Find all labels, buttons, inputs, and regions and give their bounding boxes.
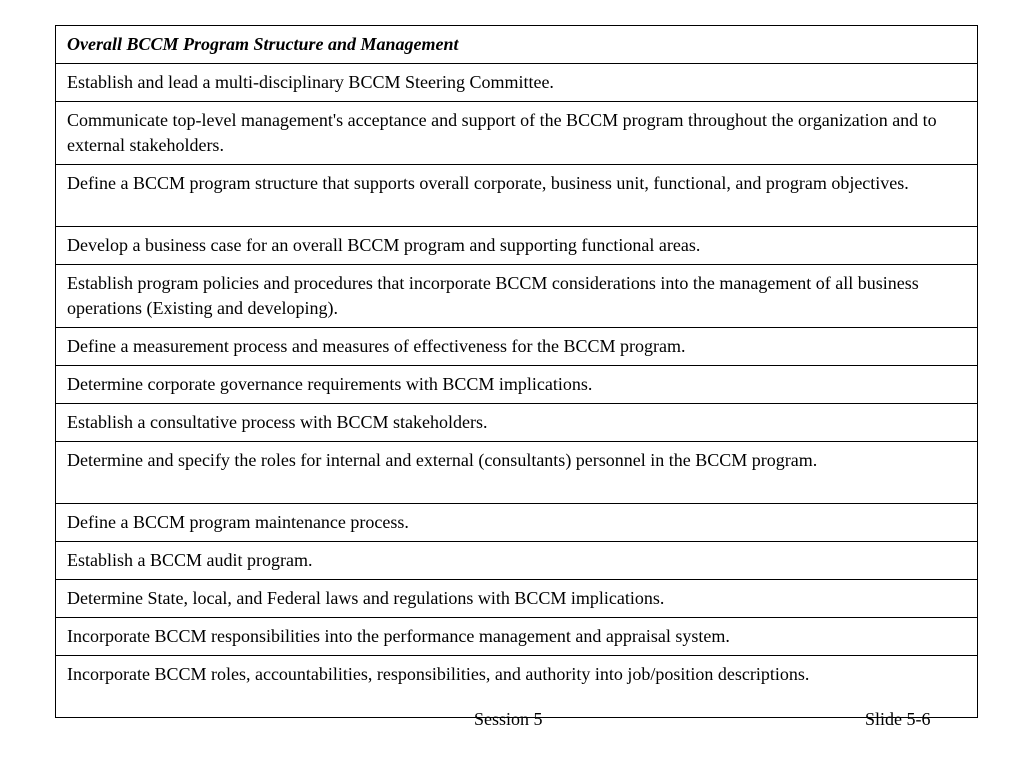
table-row <box>56 328 978 366</box>
table-header: Overall BCCM Program Structure and Management <box>56 26 978 64</box>
table-cell: Establish program policies and procedures that incorporate BCCM considerations into the management of all business operations (Existing and developing). <box>56 265 978 328</box>
table-row <box>56 542 978 580</box>
footer-session-label: Session 5 <box>474 709 543 729</box>
table-row <box>56 102 978 165</box>
table-row <box>56 580 978 618</box>
table-cell: Establish and lead a multi-disciplinary BCCM Steering Committee. <box>56 64 978 102</box>
table-cell: Determine corporate governance requirements with BCCM implications. <box>56 366 978 404</box>
table-cell: Incorporate BCCM roles, accountabilities, responsibilities, and authority into job/position descriptions. <box>56 656 978 718</box>
table-cell: Define a BCCM program structure that supports overall corporate, business unit, functional, and program objectives. <box>56 165 978 227</box>
table-cell: Communicate top-level management's acceptance and support of the BCCM program throughout the organization and to external stakeholders. <box>56 102 978 165</box>
table-cell: Develop a business case for an overall BCCM program and supporting functional areas. <box>56 227 978 265</box>
table-row <box>56 227 978 265</box>
table-cell: Define a BCCM program maintenance process. <box>56 504 978 542</box>
table-row <box>56 165 978 227</box>
table-row <box>56 618 978 656</box>
table-cell: Determine and specify the roles for internal and external (consultants) personnel in the BCCM program. <box>56 442 978 504</box>
table-cell: Determine State, local, and Federal laws and regulations with BCCM implications. <box>56 580 978 618</box>
table-header-row <box>56 26 978 64</box>
table-cell: Define a measurement process and measures of effectiveness for the BCCM program. <box>56 328 978 366</box>
program-structure-table <box>55 25 978 718</box>
table-cell: Establish a consultative process with BCCM stakeholders. <box>56 404 978 442</box>
table-row <box>56 442 978 504</box>
footer-slide-number: Slide 5-6 <box>865 709 931 729</box>
table-row <box>56 404 978 442</box>
table-row <box>56 366 978 404</box>
table-row <box>56 504 978 542</box>
table-cell: Establish a BCCM audit program. <box>56 542 978 580</box>
table-row <box>56 265 978 328</box>
table-cell: Incorporate BCCM responsibilities into the performance management and appraisal system. <box>56 618 978 656</box>
table-row <box>56 64 978 102</box>
